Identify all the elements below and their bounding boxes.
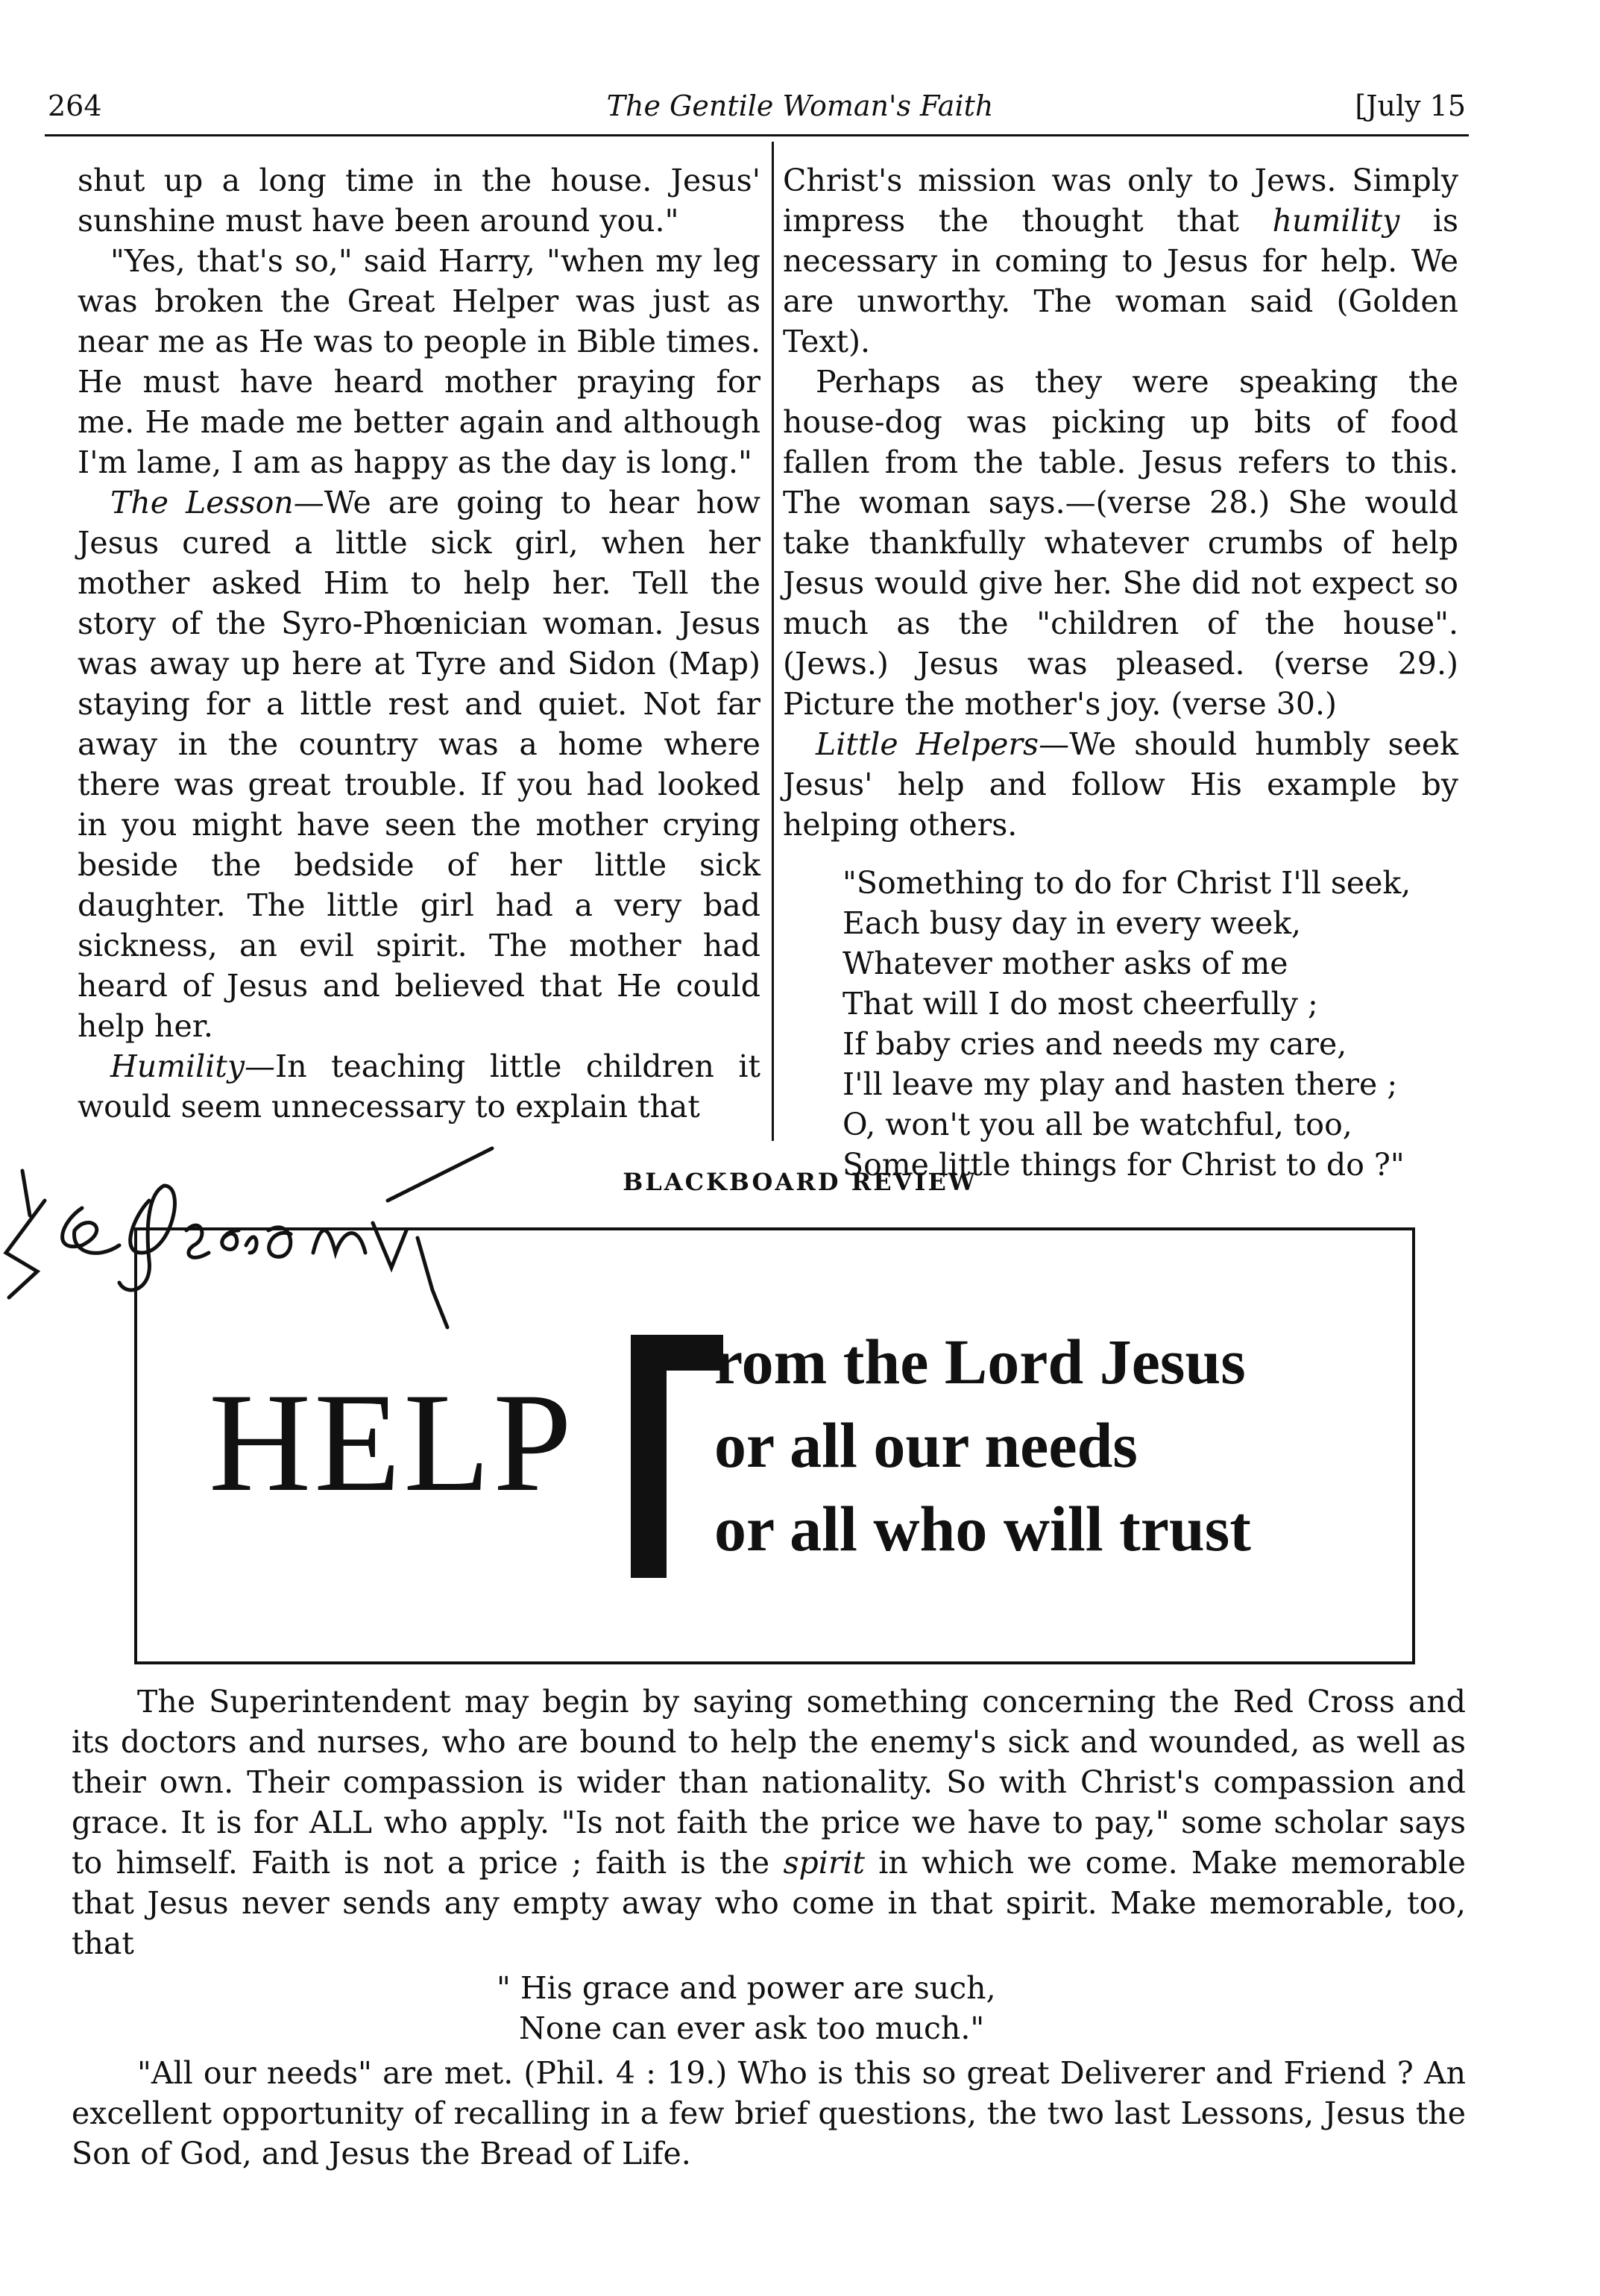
humility-label: Humility— xyxy=(110,1048,276,1084)
page-number: 264 xyxy=(48,89,102,122)
big-f-stem xyxy=(631,1335,667,1578)
poem-line: Each busy day in every week, xyxy=(842,905,1302,941)
left-paragraph-2: "Yes, that's so," said Harry, "when my leg was broken the Great Helper was just as near me as He was to people in Bible times. He must have heard mother praying for me. He made me better again and although I'm lame, I am as happy as the day is long." xyxy=(78,243,760,480)
poem-line: Some little things for Christ to do ?" xyxy=(842,1147,1405,1183)
poem-line: O, won't you all be watchful, too, xyxy=(842,1107,1352,1142)
blackboard-line-3: or all who will trust xyxy=(714,1493,1251,1564)
poem-line: Whatever mother asks of me xyxy=(842,946,1288,981)
quote xyxy=(497,1968,1466,2048)
blackboard-help: HELP xyxy=(209,1365,575,1521)
little-helpers-text: We should humbly seek Jesus' help and follow His example by helping others. xyxy=(783,726,1459,843)
poem-line: If baby cries and needs my care, xyxy=(842,1026,1347,1062)
lesson-label: The Lesson— xyxy=(110,485,324,520)
right-p1-a: Christ's mission was only to Jews. Simply impress the thought that xyxy=(783,163,1458,239)
header-rule xyxy=(45,134,1469,136)
handwritten-annotation xyxy=(0,1141,537,1394)
bottom-paragraph-2: "All our needs" are met. (Phil. 4 : 19.) Who is this so great Deliverer and Friend ? An excellent opportunity of recalling in a few brief questions, the two last Lessons, Jesus the Son of God, and Jesus the Bread of Life. xyxy=(72,2055,1466,2171)
left-paragraph-3 xyxy=(78,482,760,1046)
little-helpers-label: Little Helpers— xyxy=(816,726,1070,762)
left-paragraph-4 xyxy=(78,1046,760,1127)
bottom-p1-a: The Superintendent may begin by saying something concerning the Red Cross and its doctors and nurses, who are bound to help the enemy's sick and wounded, as well as their own. Their compassion is wider than nationality. So with Christ's compassion and grace. It is for ALL who apply. "Is not faith the price we have to pay," some scholar says to himself. Faith is not a price ; faith is the xyxy=(72,1684,1466,1881)
right-p1-b: is necessary in coming to Jesus for help. We are unworthy. The woman said (Golden Text). xyxy=(783,203,1459,359)
big-f-top xyxy=(631,1335,723,1371)
lesson-text: We are going to hear how Jesus cured a little sick girl, when her mother asked Him to help her. Tell the story of the Syro-Phœnician woman. Jesus was away up here at Tyre and Sidon (Map) staying for a little rest and quiet. Not far away in the country was a home where there was great trouble. If you had looked in you might have seen the mother crying beside the bedside of her little sick daughter. The little girl had a very bad sickness, an evil spirit. The mother had heard of Jesus and believed that He could help her. xyxy=(78,485,760,1044)
bottom-p1-b: in which we come. Make memorable that Jesus never sends any empty away who come in that spirit. Make memorable, too, that xyxy=(72,1845,1466,1961)
poem-line: I'll leave my play and hasten there ; xyxy=(842,1066,1398,1102)
quote-line-2: None can ever ask too much." xyxy=(519,2010,985,2046)
left-paragraph-1: shut up a long time in the house. Jesus' sunshine must have been around you." xyxy=(78,163,760,239)
right-paragraph-2: Perhaps as they were speaking the house-dog was picking up bits of food fallen from the table. Jesus refers to this. The woman says.—(verse 28.) She would take thankfully whatever crumbs of help Jesus would give her. She did not expect so much as the "children of the house". (Jews.) Jesus was pleased. (verse 29.) Picture the mother's joy. (verse 30.) xyxy=(783,364,1458,722)
running-title: The Gentile Woman's Faith xyxy=(606,89,994,122)
right-paragraph-3 xyxy=(783,724,1458,845)
bottom-paragraph-1 xyxy=(72,1682,1466,1963)
quote-line-1: " His grace and power are such, xyxy=(497,1970,996,2006)
poem-line: "Something to do for Christ I'll seek, xyxy=(842,865,1411,901)
humility-emphasis: humility xyxy=(1272,203,1400,239)
blackboard-line-1: rom the Lord Jesus xyxy=(714,1326,1246,1397)
poem xyxy=(842,863,1458,1185)
poem-line: That will I do most cheerfully ; xyxy=(842,986,1318,1022)
column-divider xyxy=(772,142,774,1141)
running-date: [July 15 xyxy=(1355,89,1466,122)
blackboard-title: BLACKBOARD REVIEW xyxy=(623,1168,977,1196)
right-column xyxy=(783,160,1458,1185)
left-column xyxy=(78,160,760,1127)
blackboard-line-2: or all our needs xyxy=(714,1409,1138,1481)
right-paragraph-1 xyxy=(783,160,1458,362)
spirit-emphasis: spirit xyxy=(783,1845,866,1881)
humility-text: In teaching little children it would seem unnecessary to explain that xyxy=(78,1048,760,1125)
bottom-section xyxy=(72,1682,1466,2174)
